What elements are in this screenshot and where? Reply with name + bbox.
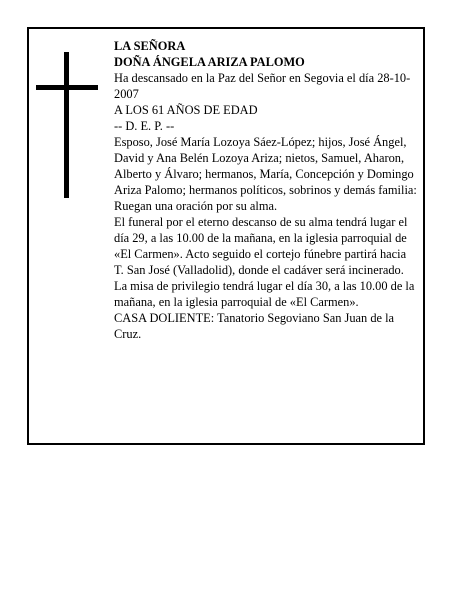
funeral-home-line: CASA DOLIENTE: Tanatorio Segoviano San Juan de la Cruz. [114, 311, 395, 341]
rip-line: -- D. E. P. -- [114, 119, 175, 133]
cross-icon [36, 52, 98, 198]
funeral-paragraph: El funeral por el eterno descanso de su alma tendrá lugar el día 29, a las 10.00 de la mañana, en la iglesia parroquial de «El Carmen». Acto seguido el cortejo fúnebre partirá hacia T. San José (Valladolid), donde el cadáver será incinerado. La misa de privilegio tendrá lugar el día 30, a las 10.00 de la mañana, en la iglesia parroquial de «El Carmen». [114, 215, 415, 309]
obituary-text [114, 38, 418, 342]
death-line: Ha descansado en la Paz del Señor en Segovia el día 28-10-2007 [114, 71, 411, 101]
notice-heading: LA SEÑORA [114, 39, 186, 53]
family-paragraph: Esposo, José María Lozoya Sáez-López; hijos, José Ángel, David y Ana Belén Lozoya Ariza; nietos, Samuel, Aharon, Alberto y Álvaro; hermanos, María, Concepción y Domingo Ariza Palomo; hermanos políticos, sobrinos y demás familia: [114, 135, 417, 197]
cross-vertical-bar [64, 52, 69, 198]
age-line: A LOS 61 AÑOS DE EDAD [114, 103, 258, 117]
prayer-line: Ruegan una oración por su alma. [114, 199, 278, 213]
cross-horizontal-bar [36, 85, 98, 90]
deceased-name: DOÑA ÁNGELA ARIZA PALOMO [114, 55, 305, 69]
